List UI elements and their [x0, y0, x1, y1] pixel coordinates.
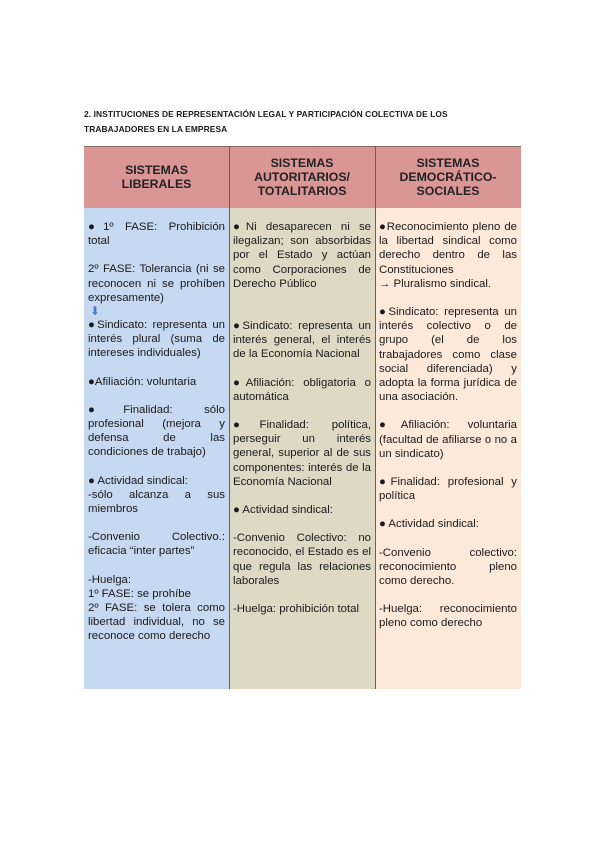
actividad-detalle: -sólo alcanza a sus miembros: [88, 488, 225, 516]
afiliacion: ●Afiliación: obligatoria o automática: [233, 376, 371, 403]
fase-1: ●1º FASE: Prohibición total: [88, 221, 225, 248]
actividad-sindical: ● Actividad sindical:: [88, 474, 188, 487]
column-democraticos: [375, 208, 521, 689]
convenio: -Convenio colectivo: reconocimiento pleno como derecho.: [379, 546, 517, 588]
convenio: -Convenio Colectivo: no reconocido, el Estado es el que regula las relaciones laborales: [233, 532, 371, 587]
afiliacion: ●Afiliación: voluntaria: [88, 375, 197, 388]
arrow-down-icon: ⬇: [90, 304, 101, 319]
huelga-fase-2: 2º FASE: se tolera como libertad individual, no se reconoce como derecho: [88, 602, 225, 643]
header-line: SISTEMAS: [270, 156, 334, 170]
header-line: SISTEMAS: [125, 163, 188, 177]
header-liberales: [84, 146, 229, 208]
header-line: TOTALITARIOS: [257, 184, 347, 198]
fase-2: 2º FASE: Tolerancia (ni se reconocen ni se prohíben expresamente): [88, 263, 225, 304]
header-democraticos: [375, 146, 521, 208]
comparison-table: [84, 146, 521, 689]
header-line: SOCIALES: [416, 184, 480, 198]
column-divider: [375, 146, 376, 689]
header-line: DEMOCRÁTICO-: [399, 170, 497, 184]
huelga: -Huelga: reconocimiento pleno como derecho: [379, 603, 517, 630]
table-top-border: [84, 146, 521, 147]
column-autoritarios: [229, 208, 375, 689]
finalidad: ●Finalidad: sólo profesional (mejora y defensa de las condiciones de trabajo): [88, 403, 225, 459]
column-liberales: [84, 208, 229, 689]
convenio: -Convenio Colectivo.: eficacia “inter partes”: [88, 531, 225, 558]
finalidad: ●Finalidad: política, perseguir un interés general, superior al de sus componentes: interés de la Economía Nacional: [233, 419, 371, 488]
sindicato: ●Sindicato: representa un interés colectivo o de grupo (el de los trabajadores como clase social diferenciada) y adopta la forma jurídica de una asociación.: [379, 306, 517, 404]
header-line: SISTEMAS: [416, 156, 480, 170]
column-divider: [229, 146, 230, 689]
header-line: LIBERALES: [121, 177, 192, 191]
section-heading: 2. INSTITUCIONES DE REPRESENTACIÓN LEGAL Y PARTICIPACIÓN COLECTIVA DE LOS TRABAJADORES EN LA EMPRESA: [84, 109, 448, 134]
huelga: -Huelga: prohibición total: [233, 603, 360, 616]
intro: ●Reconocimiento pleno de la libertad sindical como derecho dentro de las Constituciones: [379, 221, 517, 276]
sindicato: ●Sindicato: representa un interés general, el interés de la Economía Nacional: [233, 320, 371, 361]
actividad-sindical: ● Actividad sindical:: [379, 518, 479, 531]
header-line: AUTORITARIOS/: [254, 170, 350, 184]
header-autoritarios: [229, 146, 375, 208]
intro: ●Ni desaparecen ni se ilegalizan; son absorbidas por el Estado y actúan como Corporaciones de Derecho Público: [233, 221, 371, 290]
afiliacion: ●Afiliación: voluntaria (facultad de afiliarse o no a un sindicato): [379, 419, 517, 460]
huelga-fase-1: 1º FASE: se prohíbe: [88, 587, 191, 600]
pluralismo: → Pluralismo sindical.: [379, 277, 492, 290]
huelga: -Huelga:: [88, 573, 132, 586]
sindicato: ●Sindicato: representa un interés plural (suma de intereses individuales): [88, 319, 225, 360]
finalidad: ●Finalidad: profesional y política: [379, 476, 517, 503]
actividad-sindical: ● Actividad sindical:: [233, 504, 333, 517]
